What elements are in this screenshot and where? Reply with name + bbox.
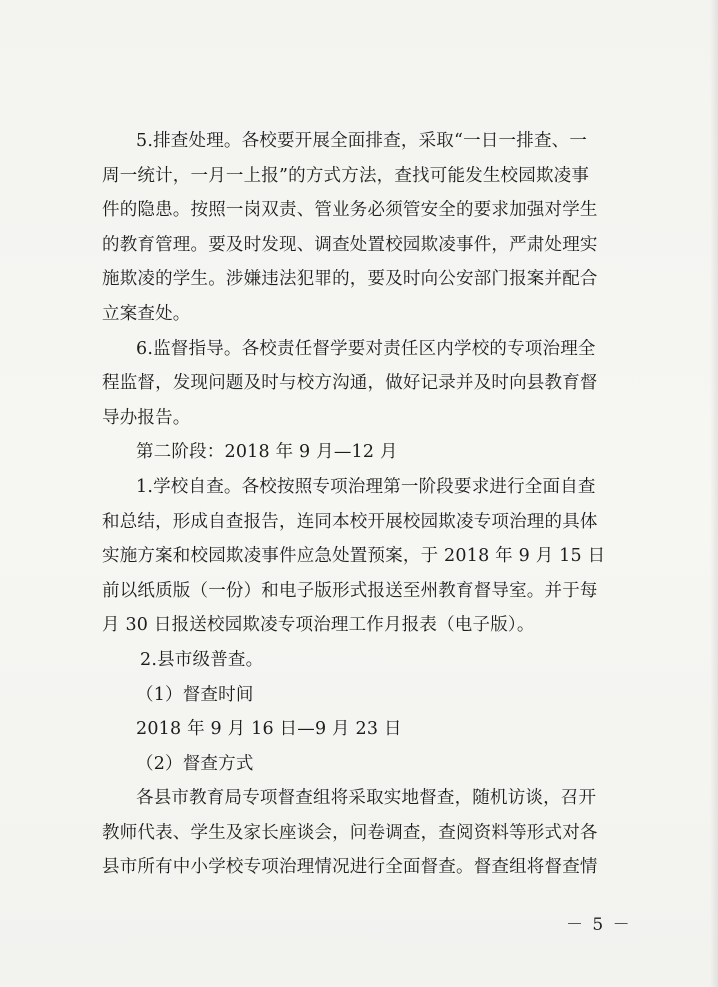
text-line: 5.排查处理。各校要开展全面排查，采取“一日一排查、一 — [136, 131, 588, 151]
text-line: 件的隐患。按照一岗双责、管业务必须管安全的要求加强对学生 — [102, 200, 598, 221]
text-line: 第二阶段：2018 年 9 月—12 月 — [136, 442, 398, 463]
text-line: 6.监督指导。各校责任督学要对责任区内学校的专项治理全 — [136, 338, 596, 359]
text-line: 导办报告。 — [102, 407, 191, 428]
text-line: 程监督，发现问题及时与校方沟通，做好记录并及时向县教育督 — [102, 373, 598, 394]
text-line: 教师代表、学生及家长座谈会，问卷调查，查阅资料等形式对各 — [102, 822, 598, 843]
text-line: 月 30 日报送校园欺凌专项治理工作月报表（电子版）。 — [102, 615, 535, 636]
text-line: 前以纸质版（一份）和电子版形式报送至州教育督导室。并于每 — [102, 580, 598, 601]
text-line: 2.县市级普查。 — [140, 649, 264, 670]
document-body — [102, 124, 622, 885]
page-number: － 5 － — [566, 915, 632, 935]
text-line: 2018 年 9 月 16 日—9 月 23 日 — [136, 719, 402, 740]
text-line: 各县市教育局专项督查组将采取实地督查，随机访谈，召开 — [136, 788, 597, 809]
text-line: 实施方案和校园欺凌事件应急处置预案，于 2018 年 9 月 15 日 — [102, 546, 606, 567]
text-line: 和总结，形成自查报告，连同本校开展校园欺凌专项治理的具体 — [102, 511, 598, 532]
text-line: （1）督查时间 — [136, 684, 254, 705]
text-line: 县市所有中小学校专项治理情况进行全面督查。督查组将督查情 — [102, 857, 598, 878]
text-line: （2）督查方式 — [136, 753, 254, 774]
text-line: 施欺凌的学生。涉嫌违法犯罪的，要及时向公安部门报案并配合 — [102, 269, 598, 290]
scan-edge-shadow — [710, 0, 718, 987]
text-line: 的教育管理。要及时发现、调查处置校园欺凌事件，严肃处理实 — [102, 234, 598, 255]
text-line: 立案查处。 — [102, 303, 191, 324]
text-line: 1.学校自查。各校按照专项治理第一阶段要求进行全面自查 — [136, 476, 596, 497]
text-line: 周一统计，一月一上报”的方式方法，查找可能发生校园欺凌事 — [102, 165, 590, 186]
